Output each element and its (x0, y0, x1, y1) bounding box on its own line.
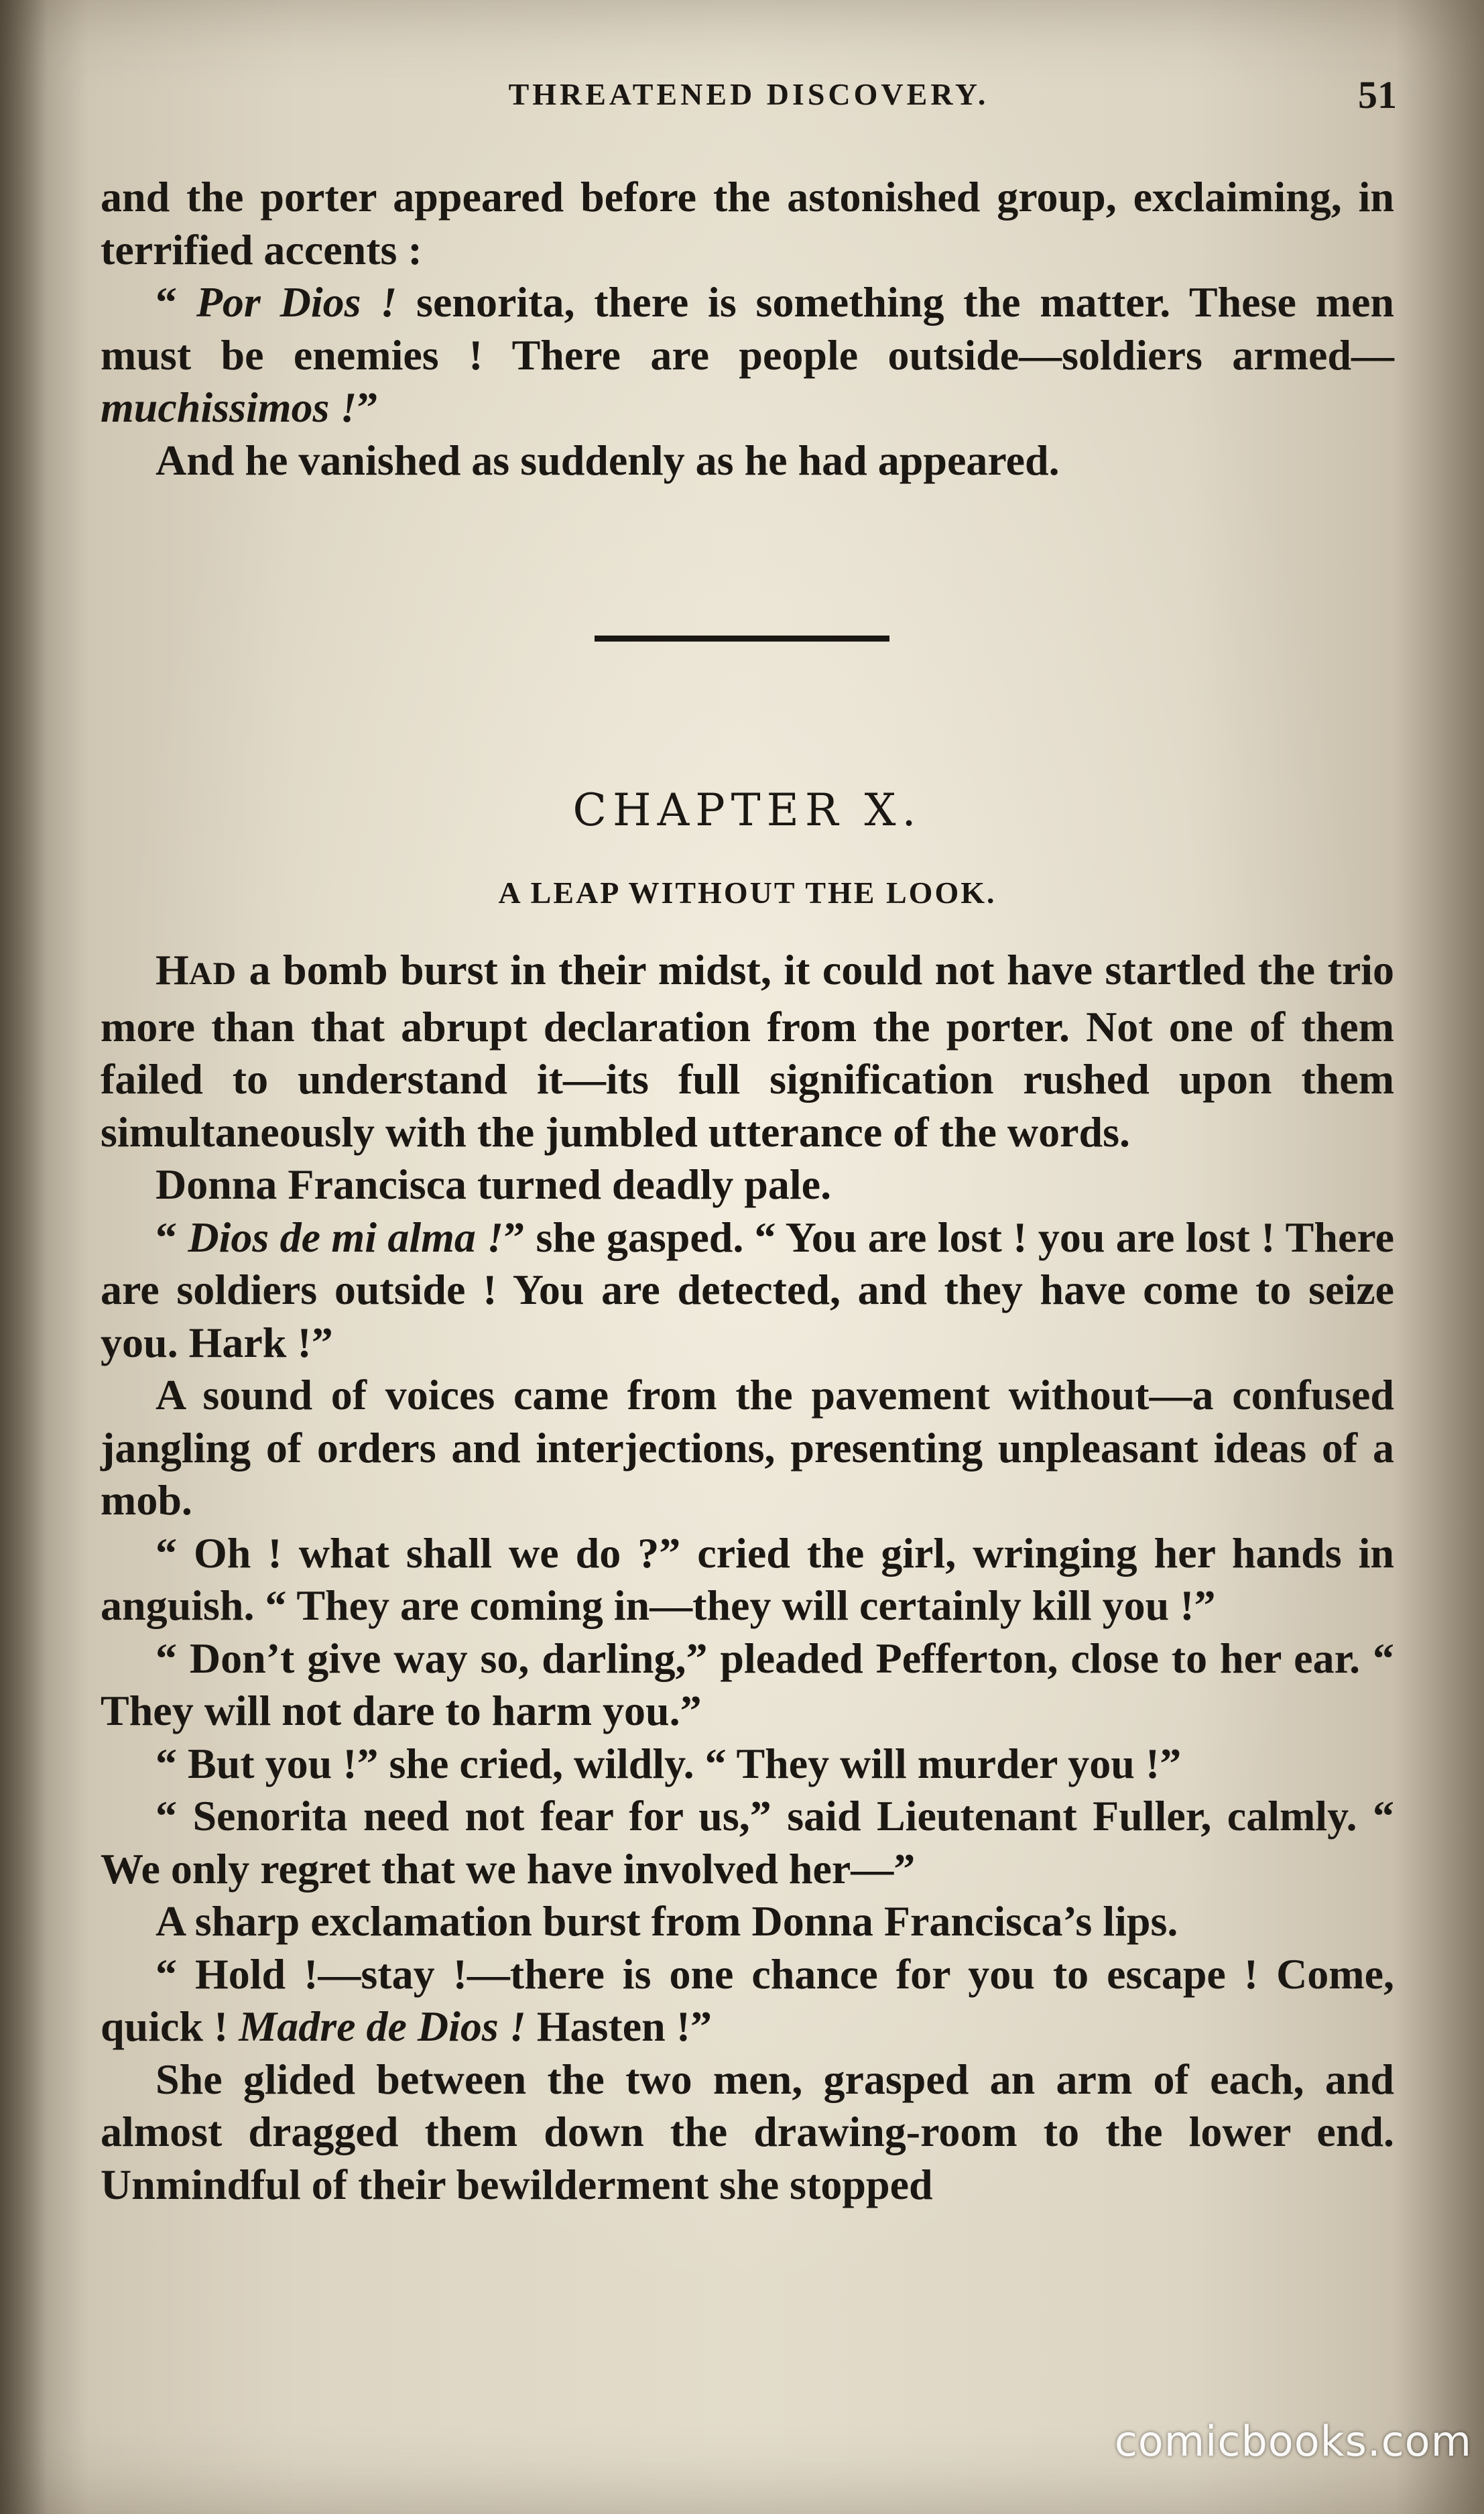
text-run: Hasten !” (525, 2002, 713, 2050)
italic-phrase: Dios de mi alma ! (188, 1213, 504, 1261)
initial-letter: H (156, 946, 189, 994)
paragraph: and the porter appeared before the astonished group, exclaiming, in terrified accents : (101, 173, 1394, 274)
italic-phrase: Madre de Dios ! (239, 2002, 526, 2050)
quote-mark: ” (357, 383, 379, 431)
text-run: senorita, there is something the matter. These men must be enemies ! There are people outside—soldiers armed— (101, 278, 1395, 379)
text-run: ” she gasped. “ You are lost ! you are lost ! There are soldiers outside ! You are detected, and they have come to seize you. Hark !” (101, 1213, 1395, 1366)
paragraph: And he vanished as suddenly as he had appeared. (156, 436, 1060, 484)
chapter-subtitle: A LEAP WITHOUT THE LOOK. (498, 876, 997, 910)
running-title: THREATENED DISCOVERY. (508, 77, 989, 111)
italic-phrase: Por Dios ! (196, 278, 397, 326)
small-caps-word: AD (188, 956, 237, 992)
paragraph: “ Senorita need not fear for us,” said Lieutenant Fuller, calmly. “ We only regret that we have involved her—” (101, 1792, 1394, 1893)
section-divider-rule (595, 636, 889, 642)
text-run: a bomb burst in their midst, it could not have startled the trio more than that abrupt declaration from the porter. Not one of them failed to understand it—its full signification rushed upon them simultaneously with the jumbled utterance of the words. (101, 946, 1394, 1156)
paragraph: She glided between the two men, grasped an arm of each, and almost dragged them down the drawing-room to the lower end. Unmindful of their bewilderment she stopped (101, 2055, 1394, 2208)
italic-phrase: muchissimos ! (101, 383, 357, 431)
page-edge-shadow (0, 0, 47, 2514)
page-number: 51 (1358, 73, 1397, 117)
quote-mark: “ (156, 1213, 188, 1261)
running-head (101, 72, 1397, 119)
text-run: “ Hold !—stay !—there is one chance for you to escape ! Come, quick ! (101, 1950, 1394, 2050)
watermark: comicbooks.com (1114, 2417, 1472, 2466)
paragraph: “ Oh ! what shall we do ?” cried the girl, wringing her hands in anguish. “ They are coming in—they will certainly kill you !” (101, 1529, 1394, 1629)
paragraph: “ But you !” she cried, wildly. “ They will murder you !” (156, 1739, 1182, 1787)
paragraph (101, 276, 1394, 434)
paragraph: A sharp exclamation burst from Donna Francisca’s lips. (156, 1897, 1178, 1945)
chapter-body (101, 944, 1394, 2211)
paragraph (101, 1948, 1394, 2053)
paragraph: “ Don’t give way so, darling,” pleaded Pefferton, close to her ear. “ They will not dare to harm you.” (101, 1634, 1394, 1734)
quote-mark: “ (156, 278, 196, 326)
paragraph: A sound of voices came from the pavement without—a confused jangling of orders and interjections, presenting unpleasant ideas of a mob. (101, 1371, 1394, 1524)
previous-chapter-ending (101, 171, 1394, 487)
chapter-title: CHAPTER X. (572, 784, 922, 836)
paragraph (101, 944, 1394, 1158)
paragraph: Donna Francisca turned deadly pale. (156, 1160, 832, 1208)
paragraph (101, 1211, 1394, 1370)
